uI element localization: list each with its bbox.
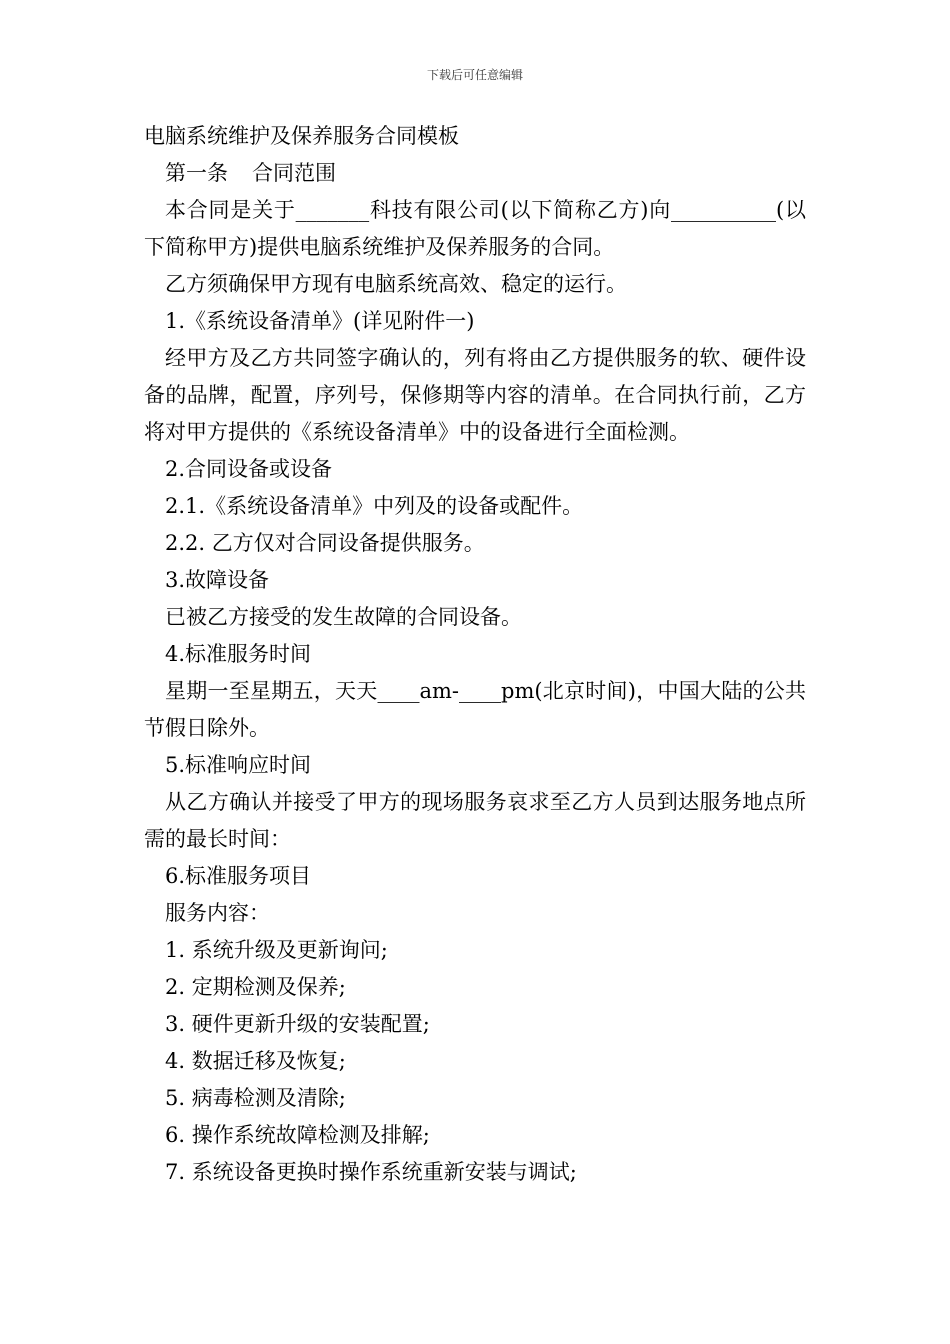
heading-5: 5.标准响应时间 bbox=[165, 753, 312, 777]
heading-2-1: 2.1.《系统设备清单》中列及的设备或配件。 bbox=[165, 494, 584, 518]
paragraph-service-time: 星期一至星期五，天天____am-____pm(北京时间)，中国大陆的公共节假日除外。 bbox=[144, 679, 806, 740]
heading-6: 6.标准服务项目 bbox=[165, 864, 312, 888]
paragraph-response: 从乙方确认并接受了甲方的现场服务哀求至乙方人员到达服务地点所需的最长时间： bbox=[144, 790, 806, 851]
document-body bbox=[144, 118, 806, 1191]
paragraph-equipment-list: 经甲方及乙方共同签字确认的，列有将由乙方提供服务的软、硬件设备的品牌，配置，序列号，保修期等内容的清单。在合同执行前，乙方将对甲方提供的《系统设备清单》中的设备进行全面检测。 bbox=[144, 346, 806, 444]
paragraph-fault: 已被乙方接受的发生故障的合同设备。 bbox=[165, 605, 522, 629]
service-content-label: 服务内容： bbox=[165, 901, 270, 925]
list-item: 2. 定期检测及保养; bbox=[165, 975, 346, 999]
list-item: 5. 病毒检测及清除; bbox=[165, 1086, 346, 1110]
section-number: 第一条 bbox=[165, 161, 228, 185]
paragraph-intro: 本合同是关于_______科技有限公司(以下简称乙方)向__________(以下简称甲方)提供电脑系统维护及保养服务的合同。 bbox=[144, 198, 806, 259]
list-item: 3. 硬件更新升级的安装配置; bbox=[165, 1012, 430, 1036]
section-title: 合同范围 bbox=[252, 161, 336, 185]
list-item: 1. 系统升级及更新询问; bbox=[165, 938, 388, 962]
heading-1: 1.《系统设备清单》(详见附件一) bbox=[165, 309, 475, 333]
section-heading bbox=[144, 155, 806, 192]
paragraph-ensure: 乙方须确保甲方现有电脑系统高效、稳定的运行。 bbox=[165, 272, 627, 296]
document-title: 电脑系统维护及保养服务合同模板 bbox=[144, 124, 459, 148]
list-item: 7. 系统设备更换时操作系统重新安装与调试; bbox=[165, 1160, 577, 1184]
heading-4: 4.标准服务时间 bbox=[165, 642, 312, 666]
heading-2-2: 2.2. 乙方仅对合同设备提供服务。 bbox=[165, 531, 485, 555]
page-header-note: 下载后可任意编辑 bbox=[426, 68, 523, 82]
list-item: 4. 数据迁移及恢复; bbox=[165, 1049, 346, 1073]
heading-2: 2.合同设备或设备 bbox=[165, 457, 333, 481]
heading-3: 3.故障设备 bbox=[165, 568, 270, 592]
list-item: 6. 操作系统故障检测及排解; bbox=[165, 1123, 430, 1147]
